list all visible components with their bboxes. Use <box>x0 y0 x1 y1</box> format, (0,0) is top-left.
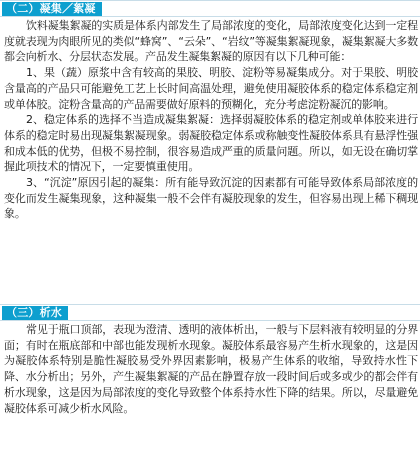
syneresis-paragraph: 常见于瓶口顶部，表现为澄清、透明的液体析出，一般与下层料液有较明显的分界面；有时在瓶底部和中部也能发现析水现象。凝胶体系最容易产生析水现象的，这是因为凝胶体系特别是脆性凝胶易受外界因素影响，极易产生体系的收缩，导致持水性下降、水分析出；另外，产生凝集絮凝的产品在静置存放一段时间后或多或少的都会伴有析水现象，这是因为局部浓度的变化导致整个体系持水性下降的结果。所以，尽量避免凝胶体系可减少析水风险。 <box>4 323 418 415</box>
section-heading-bar <box>0 0 420 17</box>
cause-paragraph-3: 3、“沉淀”原因引起的凝集：所有能导致沉淀的因素都有可能导致体系局部浓度的变化而发生凝集现象，这种凝集一般不会伴有凝胶现象的发生，但容易出现上稀下稠现象。 <box>4 176 418 221</box>
section-heading-syneresis: （三）析水 <box>2 306 68 320</box>
intro-paragraph: 饮料凝集絮凝的实质是体系内部发生了局部浓度的变化，局部浓度变化达到一定程度就表现为肉眼所见的类似“蜂窝”、“云朵”、“岩纹”等凝集絮凝现象，凝集絮凝大多数都会向析水、分层状态发展。产品发生凝集絮凝的原因有以下几种可能： <box>4 19 418 64</box>
section-heading-bar <box>0 304 420 321</box>
cause-paragraph-1: 1、果（蔬）原浆中含有较高的果胶、明胶、淀粉等易凝集成分。对于果胶、明胶含量高的产品只可能避免工艺上长时间高温处理，避免使用凝胶体系的稳定体系稳定剂或单体胶。淀粉含量高的产品需要做好原料的预糊化，充分考虑淀粉凝沉的影响。 <box>4 66 418 111</box>
section-body-flocculation <box>4 18 418 222</box>
section-body-syneresis <box>4 322 418 416</box>
section-heading-flocculation: （二）凝集／絮凝 <box>2 2 102 16</box>
cause-paragraph-2: 2、稳定体系的选择不当造成凝集絮凝：选择弱凝胶体系的稳定剂或单体胶来进行体系的稳定时易出现凝集絮凝现象。弱凝胶稳定体系或称触变性凝胶体系具有悬浮性强和成本低的优势，但极不易控制，很容易造成严重的质量问题。所以，如无设在确切掌握此项技术的情况下，一定要慎重使用。 <box>4 113 418 174</box>
